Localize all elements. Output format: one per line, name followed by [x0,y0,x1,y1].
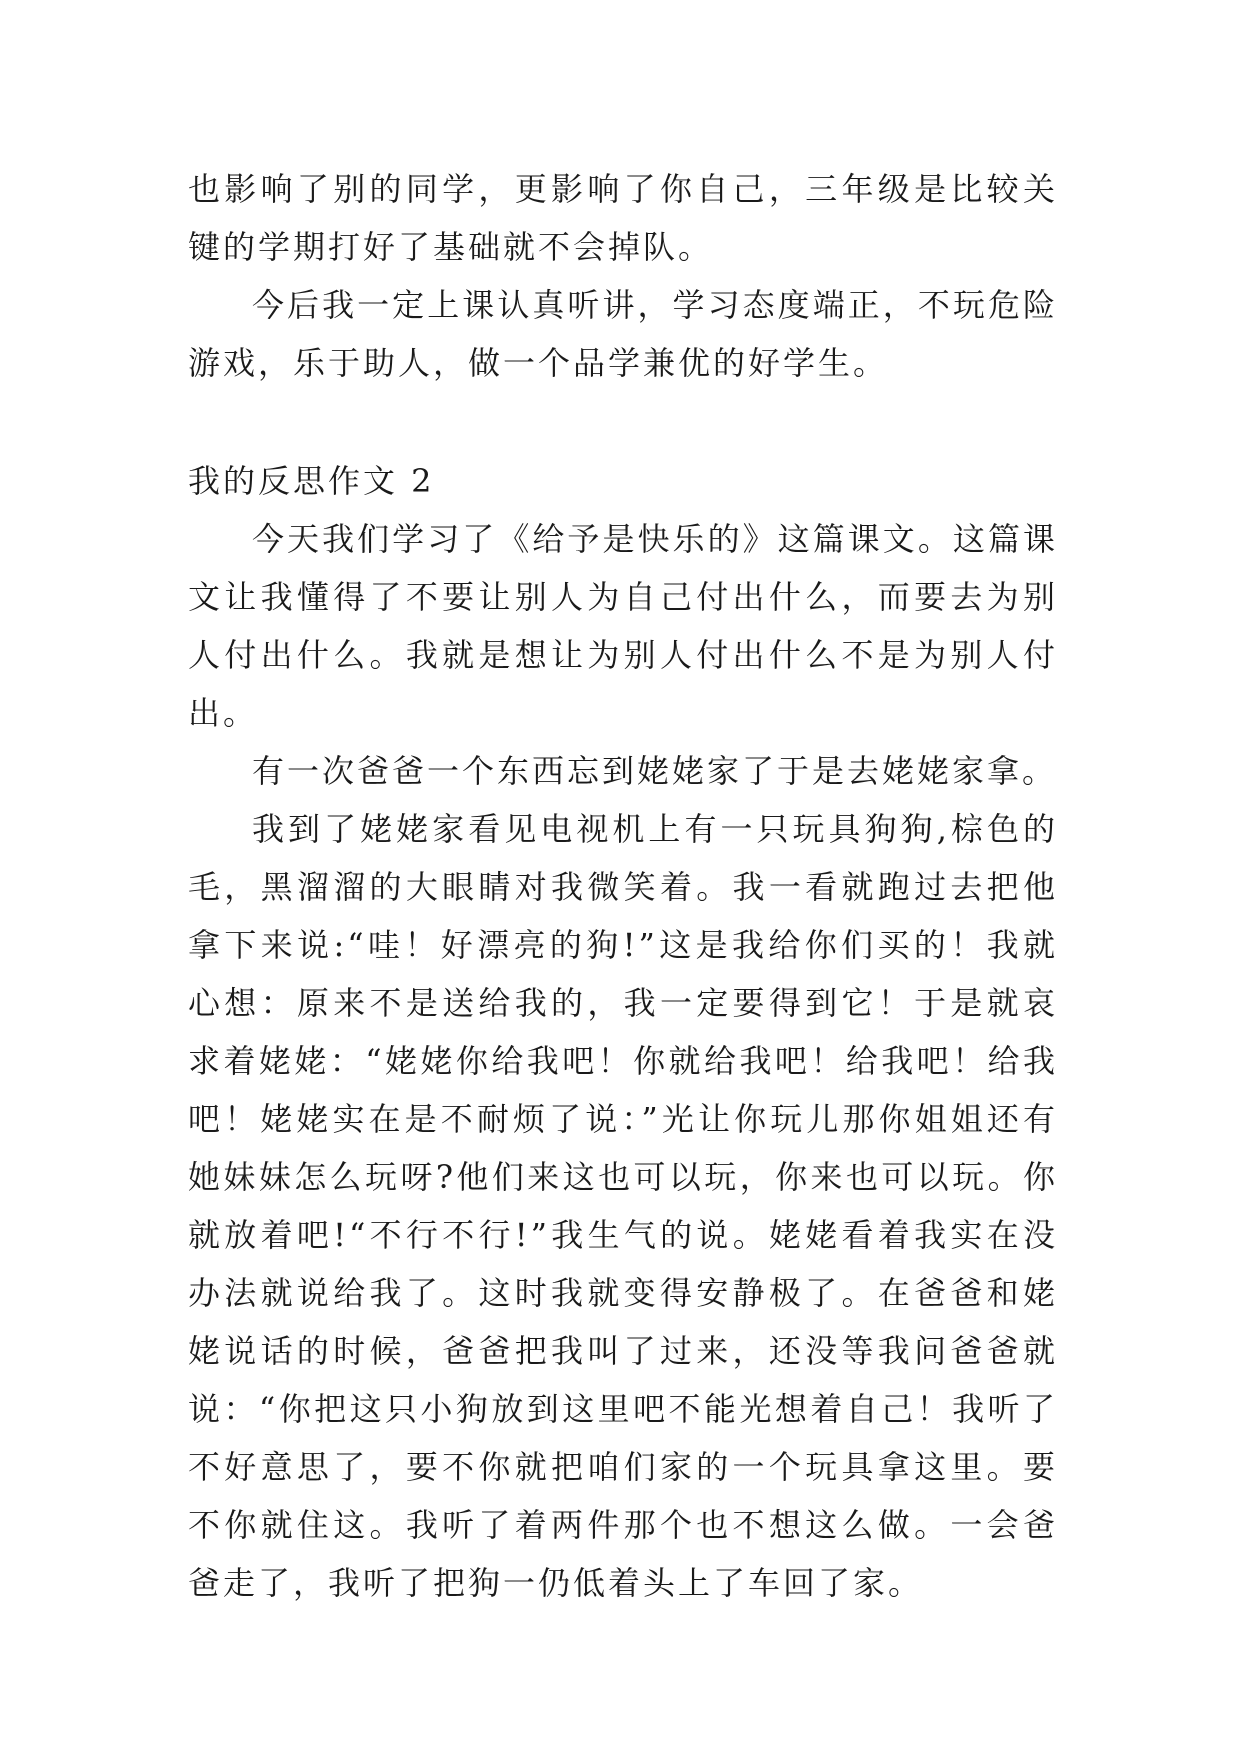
paragraph-continuation: 也影响了别的同学，更影响了你自己，三年级是比较关键的学期打好了基础就不会掉队。 [188,170,1058,266]
paragraph-intro: 今天我们学习了《给予是快乐的》这篇课文。这篇课文让我懂得了不要让别人为自己付出什么，而要去为别人付出什么。我就是想让为别人付出什么不是为别人付出。 [188,520,1058,732]
paragraph-story-main: 我到了姥姥家看见电视机上有一只玩具狗狗,棕色的毛，黑溜溜的大眼睛对我微笑着。我一看就跑过去把他拿下来说:“哇！好漂亮的狗!”这是我给你们买的！我就心想：原来不是送给我的，我一定要得到它！于是就哀求着姥姥：“姥姥你给我吧！你就给我吧！给我吧！给我吧！姥姥实在是不耐烦了说：”光让你玩儿那你姐姐还有她妹妹怎么玩呀?他们来这也可以玩，你来也可以玩。你就放着吧!“不行不行!”我生气的说。姥姥看着我实在没办法就说给我了。这时我就变得安静极了。在爸爸和姥姥说话的时候，爸爸把我叫了过来，还没等我问爸爸就说：“你把这只小狗放到这里吧不能光想着自己！我听了不好意思了，要不你就把咱们家的一个玩具拿这里。要不你就住这。我听了着两件那个也不想这么做。一会爸爸走了，我听了把狗一仍低着头上了车回了家。 [188,810,1058,1602]
paragraph-resolution: 今后我一定上课认真听讲，学习态度端正，不玩危险游戏，乐于助人，做一个品学兼优的好学生。 [188,286,1058,382]
paragraph-story-start: 有一次爸爸一个东西忘到姥姥家了于是去姥姥家拿。 [252,752,1058,790]
section-spacer [188,392,1058,452]
document-body [188,160,1058,1612]
section-heading: 我的反思作文 2 [188,462,435,500]
